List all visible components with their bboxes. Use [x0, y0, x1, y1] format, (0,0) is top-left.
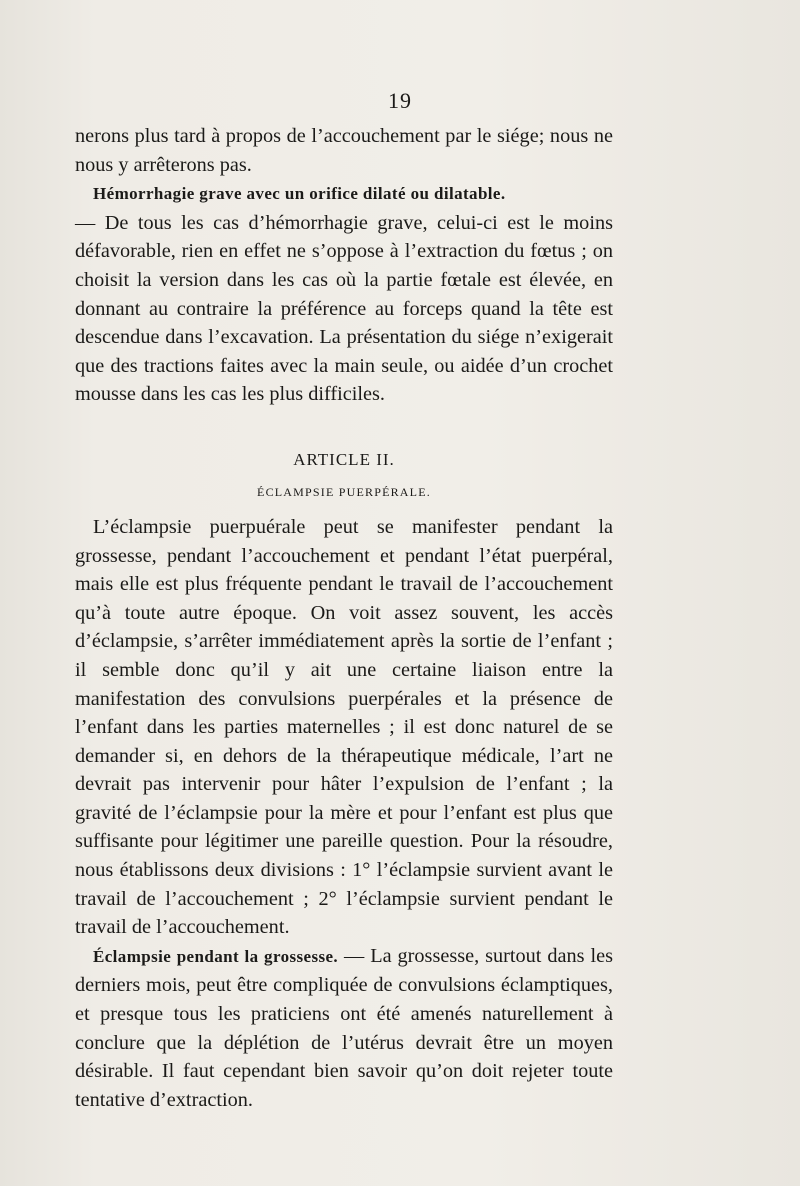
paragraph-continuation: nerons plus tard à propos de l’accouchement par le siége; nous ne nous y arrêterons pas. — [75, 125, 613, 176]
text-pregnancy: — La grossesse, surtout dans les derniers mois, peut être compliquée de convulsions éclamptiques, et presque tous les praticiens ont été amenés naturellement à conclure que la déplétion de l’utérus devrait être un moyen désirable. Il faut cependant bien savoir qu’on doit rejeter toute tentative d’extraction. — [75, 944, 613, 1111]
text-hemorrhage: — De tous les cas d’hémorrhagie grave, celui-ci est le moins défavorable, rien en effet ne s’oppose à l’extraction du fœtus ; on choisit la version dans les cas où la partie fœtale est élevée, en donnant au contraire la préférence au forceps quand la tête est descendue dans l’excavation. La présentation du siége n’exigerait que des tractions faites avec la main seule, ou aidée d’un crochet mousse dans les cas les plus difficiles. — [75, 211, 613, 406]
article-title: ARTICLE II. — [293, 449, 395, 469]
paragraph-eclampsia: L’éclampsie puerpuérale peut se manifester pendant la grossesse, pendant l’accouchement et pendant l’état puerpéral, mais elle est plus fréquente pendant le travail de l’accouchement qu’à toute autre époque. On voit assez souvent, les accès d’éclampsie, s’arrêter immédiatement après la sortie de l’enfant ; il semble donc qu’il y ait une certaine liaison entre la manifestation des convulsions puerpérales et la présence de l’enfant dans les parties maternelles ; il est donc naturel de se demander si, en dehors de la thérapeutique médicale, l’art ne devrait pas intervenir pour hâter l’expulsion de l’enfant ; la gravité de l’éclampsie pour la mère et pour l’enfant est plus que suffisante pour légitimer une pareille question. Pour la résoudre, nous établissons deux divisions : 1° l’éclampsie survient avant le travail de l’accouchement ; 2° l’éclampsie survient pendant le travail de l’accouchement. — [75, 515, 613, 939]
heading-hemorrhage: Hémorrhagie grave avec un orifice dilaté ou dilatable. — [93, 184, 506, 204]
paragraph-hemorrhage — [75, 179, 613, 409]
heading-pregnancy: Éclampsie pendant la grossesse. — [93, 946, 339, 966]
paragraph-pregnancy — [75, 942, 613, 1115]
page-body — [75, 122, 613, 1114]
page-number: 19 — [388, 88, 412, 113]
article-subtitle: ÉCLAMPSIE PUERPÉRALE. — [257, 484, 431, 499]
